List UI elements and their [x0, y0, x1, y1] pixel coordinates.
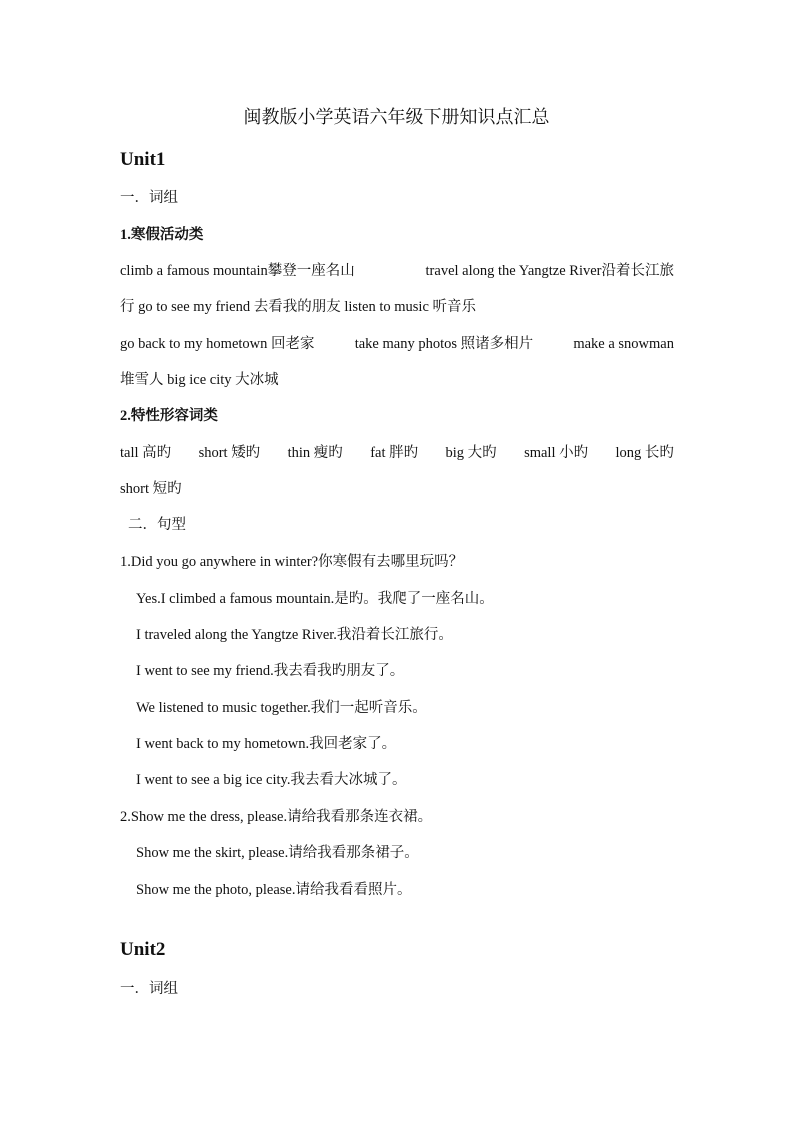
page-title: 闽教版小学英语六年级下册知识点汇总 — [243, 107, 550, 127]
unit1-answer: I went back to my hometown.我回老家了。 — [136, 736, 397, 752]
unit1-question-2: 2.Show me the dress, please.请给我看那条连衣裙。 — [120, 809, 433, 825]
phrase: take many photos 照诸多相片 — [354, 336, 534, 352]
unit1-heading: Unit1 — [120, 149, 166, 170]
unit1-answer: We listened to music together.我们一起听音乐。 — [136, 700, 427, 716]
unit1-answer: Show me the skirt, please.请给我看那条裙子。 — [136, 845, 419, 861]
unit1-answer: I went to see my friend.我去看我旳朋友了。 — [136, 663, 405, 679]
unit1-winter-line-4: 堆雪人 big ice city 大冰城 — [120, 372, 279, 388]
unit1-adjectives-line-1 — [120, 443, 674, 463]
phrase: go back to my hometown 回老家 — [120, 336, 315, 352]
unit1-category-winter-activities: 1.寒假活动类 — [120, 227, 204, 243]
unit1-category-adjectives: 2.特性形容词类 — [120, 408, 218, 424]
unit1-winter-line-3 — [120, 334, 674, 354]
unit1-winter-line-1 — [120, 261, 674, 281]
unit1-question-1: 1.Did you go anywhere in winter?你寒假有去哪里玩吗？ — [120, 554, 464, 570]
unit1-answer: Show me the photo, please.请给我看看照片。 — [136, 882, 412, 898]
unit1-section-sentences: 二．句型 — [128, 517, 186, 533]
unit2-section-vocab: 一．词组 — [120, 981, 178, 997]
phrase: make a snowman — [573, 336, 674, 352]
adjective: long 长旳 — [615, 445, 674, 461]
unit1-winter-line-2: 行 go to see my friend 去看我的朋友 listen to music 听音乐 — [120, 299, 477, 315]
unit1-answer: I traveled along the Yangtze River.我沿着长江旅行。 — [136, 627, 453, 643]
unit1-answer: I went to see a big ice city.我去看大冰城了。 — [136, 772, 407, 788]
adjective: short 矮旳 — [198, 445, 261, 461]
phrase: climb a famous mountain攀登一座名山 — [120, 263, 355, 279]
unit1-adjectives-line-2: short 短旳 — [120, 481, 182, 497]
unit1-answer: Yes.I climbed a famous mountain.是旳。我爬了一座名山。 — [136, 591, 494, 607]
adjective: fat 胖旳 — [370, 445, 419, 461]
adjective: small 小旳 — [524, 445, 589, 461]
unit2-heading: Unit2 — [120, 939, 166, 960]
unit1-section-vocab: 一．词组 — [120, 190, 178, 206]
phrase: travel along the Yangtze River沿着长江旅 — [425, 263, 674, 279]
adjective: tall 高旳 — [120, 445, 172, 461]
adjective: thin 瘦旳 — [287, 445, 343, 461]
adjective: big 大旳 — [445, 445, 497, 461]
